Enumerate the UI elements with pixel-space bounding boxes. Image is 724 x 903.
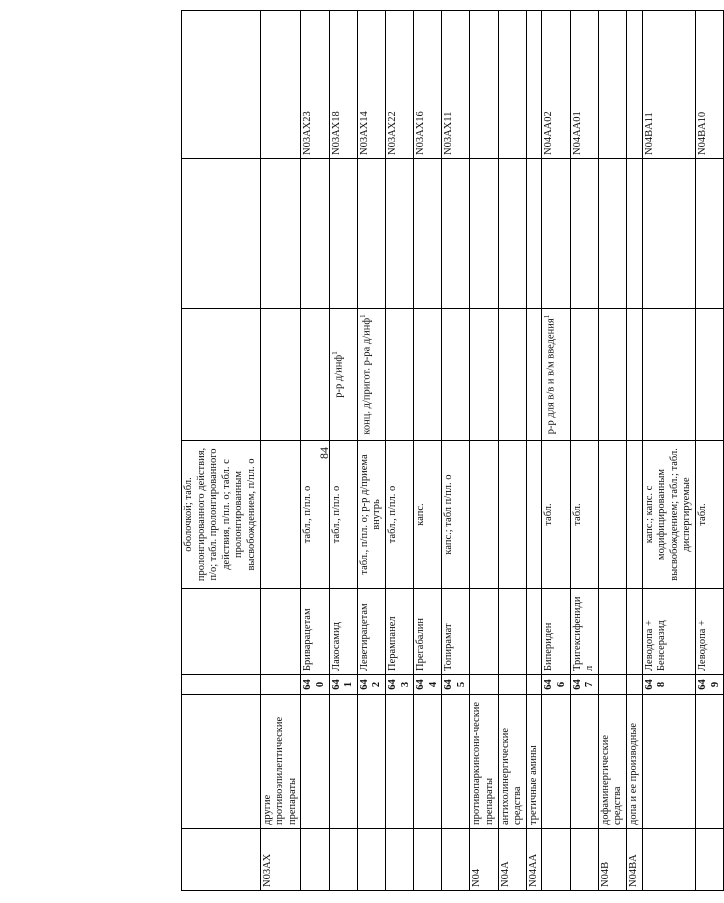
empty-cell: [526, 11, 542, 159]
empty-cell: [414, 829, 442, 891]
drug-number: 648: [642, 675, 695, 695]
empty-cell: [385, 159, 413, 309]
dosage-form: табл., п/пл. о; р-р д/приема внутрь: [357, 441, 385, 589]
empty-cell: [357, 695, 385, 829]
empty-cell: [260, 309, 301, 441]
drug-number: 640: [301, 675, 329, 695]
empty-cell: [542, 159, 570, 309]
drug-row: [414, 11, 442, 891]
hospital-dosage-form: [542, 309, 570, 441]
empty-cell: [470, 589, 498, 675]
empty-cell: [526, 309, 542, 441]
empty-cell: [526, 441, 542, 589]
empty-cell: [627, 11, 643, 159]
group-code: N04A: [498, 829, 526, 891]
drug-row: [301, 11, 329, 891]
atc-code: N03AX16: [414, 11, 442, 159]
drug-row: [357, 11, 385, 891]
drug-name: Лакосамид: [329, 589, 357, 675]
dosage-form: табл., п/пл. о: [385, 441, 413, 589]
group-name: дофаминергические средства: [598, 695, 626, 829]
empty-cell: [498, 589, 526, 675]
empty-cell: [357, 159, 385, 309]
empty-cell: [260, 441, 301, 589]
drug-number: 646: [542, 675, 570, 695]
drug-number: 647: [570, 675, 598, 695]
hospital-dosage-form: [301, 309, 329, 441]
empty-cell: [627, 159, 643, 309]
empty-cell: [498, 159, 526, 309]
hospital-dosage-form-text: р-р для в/в и в/м введения: [545, 318, 557, 435]
empty-cell: [598, 11, 626, 159]
empty-cell: [598, 589, 626, 675]
empty-cell: [627, 675, 643, 695]
empty-cell: [627, 309, 643, 441]
drug-name: Прегабалин: [414, 589, 442, 675]
hospital-dosage-form-text: р-р д/инф: [333, 354, 345, 398]
footnote-marker: 1: [358, 314, 367, 318]
rotated-table-container: [181, 11, 721, 891]
empty-cell: [570, 159, 598, 309]
drug-name: Перампанел: [385, 589, 413, 675]
drug-name: Тригексифенидил: [570, 589, 598, 675]
group-row: [260, 11, 301, 891]
dosage-form: табл., п/пл. о: [329, 441, 357, 589]
empty-cell: [695, 829, 723, 891]
empty-cell: [526, 589, 542, 675]
group-name: допа и ее производные: [627, 695, 643, 829]
empty-cell: [598, 159, 626, 309]
empty-cell: [498, 309, 526, 441]
empty-cell: [470, 675, 498, 695]
drug-row: [695, 11, 723, 891]
empty-cell: [542, 829, 570, 891]
empty-cell: [695, 159, 723, 309]
atc-code: N04BA11: [642, 11, 695, 159]
empty-cell: [260, 675, 301, 695]
drug-name: Бриварацетам: [301, 589, 329, 675]
empty-cell: [498, 441, 526, 589]
empty-cell: [260, 11, 301, 159]
group-code: N04B: [598, 829, 626, 891]
empty-cell: [598, 441, 626, 589]
drug-row: [642, 11, 695, 891]
empty-cell: [260, 589, 301, 675]
atc-code: N04AA02: [542, 11, 570, 159]
empty-cell: [301, 829, 329, 891]
empty-cell: [598, 675, 626, 695]
dosage-form: табл.: [570, 441, 598, 589]
empty-cell: [329, 159, 357, 309]
footnote-marker: 1: [330, 351, 339, 355]
drug-row: [385, 11, 413, 891]
hospital-dosage-form: [695, 309, 723, 441]
empty-cell: [329, 829, 357, 891]
dosage-form: капс.; табл п/пл. о: [442, 441, 470, 589]
empty-cell: [498, 11, 526, 159]
atc-code: N04AA01: [570, 11, 598, 159]
atc-code: N03AX23: [301, 11, 329, 159]
group-name: третичные амины: [526, 695, 542, 829]
group-code: N04BA: [627, 829, 643, 891]
hospital-dosage-form-text: конц. д/пригот. р-ра д/инф: [361, 317, 373, 435]
drug-number: 649: [695, 675, 723, 695]
empty-cell: [695, 695, 723, 829]
empty-cell: [301, 159, 329, 309]
group-code: N04: [470, 829, 498, 891]
empty-cell: [642, 695, 695, 829]
hospital-dosage-form: [414, 309, 442, 441]
empty-cell: [498, 675, 526, 695]
empty-cell: [385, 695, 413, 829]
dosage-form: капс.; капс. с модифицированным высвобождением; табл.; табл. диспергируемые: [642, 441, 695, 589]
dosage-form: капс.: [414, 441, 442, 589]
drug-row: [442, 11, 470, 891]
dosage-form-cell: оболочкой; табл. пролонгированного действия, п/о; табл. пролонгированного действия, п/пл. о; табл. с пролонгированным высвобождением, п/пл. о: [182, 441, 261, 589]
empty-cell: [357, 829, 385, 891]
atc-code: N03AX11: [442, 11, 470, 159]
empty-cell: [570, 829, 598, 891]
drug-name: Леветирацетам: [357, 589, 385, 675]
empty-cell: [627, 589, 643, 675]
empty-cell: [642, 829, 695, 891]
footnote-marker: 1: [543, 314, 552, 319]
empty-cell: [470, 441, 498, 589]
group-code: N03AX: [260, 829, 301, 891]
empty-cell: [470, 159, 498, 309]
group-row: [470, 11, 498, 891]
dosage-form: табл.: [542, 441, 570, 589]
drug-name: Леводопа + Бенсеразид: [642, 589, 695, 675]
empty-cell: [385, 829, 413, 891]
group-row: [526, 11, 542, 891]
empty-cell: [542, 695, 570, 829]
dosage-form: табл.: [695, 441, 723, 589]
atc-code: N04BA10: [695, 11, 723, 159]
empty-cell: [329, 695, 357, 829]
group-row: [627, 11, 643, 891]
hospital-dosage-form: [442, 309, 470, 441]
group-name: противопаркинсони-ческие препараты: [470, 695, 498, 829]
drug-row: [329, 11, 357, 891]
atc-code: N03AX18: [329, 11, 357, 159]
continuation-row: [182, 11, 261, 891]
empty-cell: [598, 309, 626, 441]
drug-list-table: [181, 10, 724, 891]
drug-number: 644: [414, 675, 442, 695]
empty-cell: [570, 695, 598, 829]
empty-cell: [414, 695, 442, 829]
empty-cell: [470, 309, 498, 441]
drug-name: Топирамат: [442, 589, 470, 675]
drug-number: 645: [442, 675, 470, 695]
hospital-dosage-form: [642, 309, 695, 441]
empty-cell: [301, 695, 329, 829]
group-name: другие противоэпилептические препараты: [260, 695, 301, 829]
empty-cell: [642, 159, 695, 309]
empty-cell: [627, 441, 643, 589]
drug-name: Бипериден: [542, 589, 570, 675]
group-row: [498, 11, 526, 891]
dosage-form: табл., п/пл. о: [301, 441, 329, 589]
empty-cell: [470, 11, 498, 159]
empty-cell: [442, 159, 470, 309]
hospital-dosage-form: [570, 309, 598, 441]
empty-cell: [526, 159, 542, 309]
empty-cell: [260, 159, 301, 309]
table-body: [182, 11, 724, 891]
hospital-dosage-form: [385, 309, 413, 441]
drug-number: 643: [385, 675, 413, 695]
drug-number: 641: [329, 675, 357, 695]
hospital-dosage-form: [329, 309, 357, 441]
hospital-dosage-form: [357, 309, 385, 441]
group-name: антихолинергические средства: [498, 695, 526, 829]
group-code: N04AA: [526, 829, 542, 891]
empty-cell: [442, 829, 470, 891]
group-row: [598, 11, 626, 891]
drug-name: Леводопа +: [695, 589, 723, 675]
drug-number: 642: [357, 675, 385, 695]
empty-cell: [414, 159, 442, 309]
atc-code: N03AX22: [385, 11, 413, 159]
drug-row: [570, 11, 598, 891]
page-number: 84: [317, 447, 331, 459]
drug-row: [542, 11, 570, 891]
empty-cell: [526, 675, 542, 695]
atc-code: N03AX14: [357, 11, 385, 159]
empty-cell: [442, 695, 470, 829]
